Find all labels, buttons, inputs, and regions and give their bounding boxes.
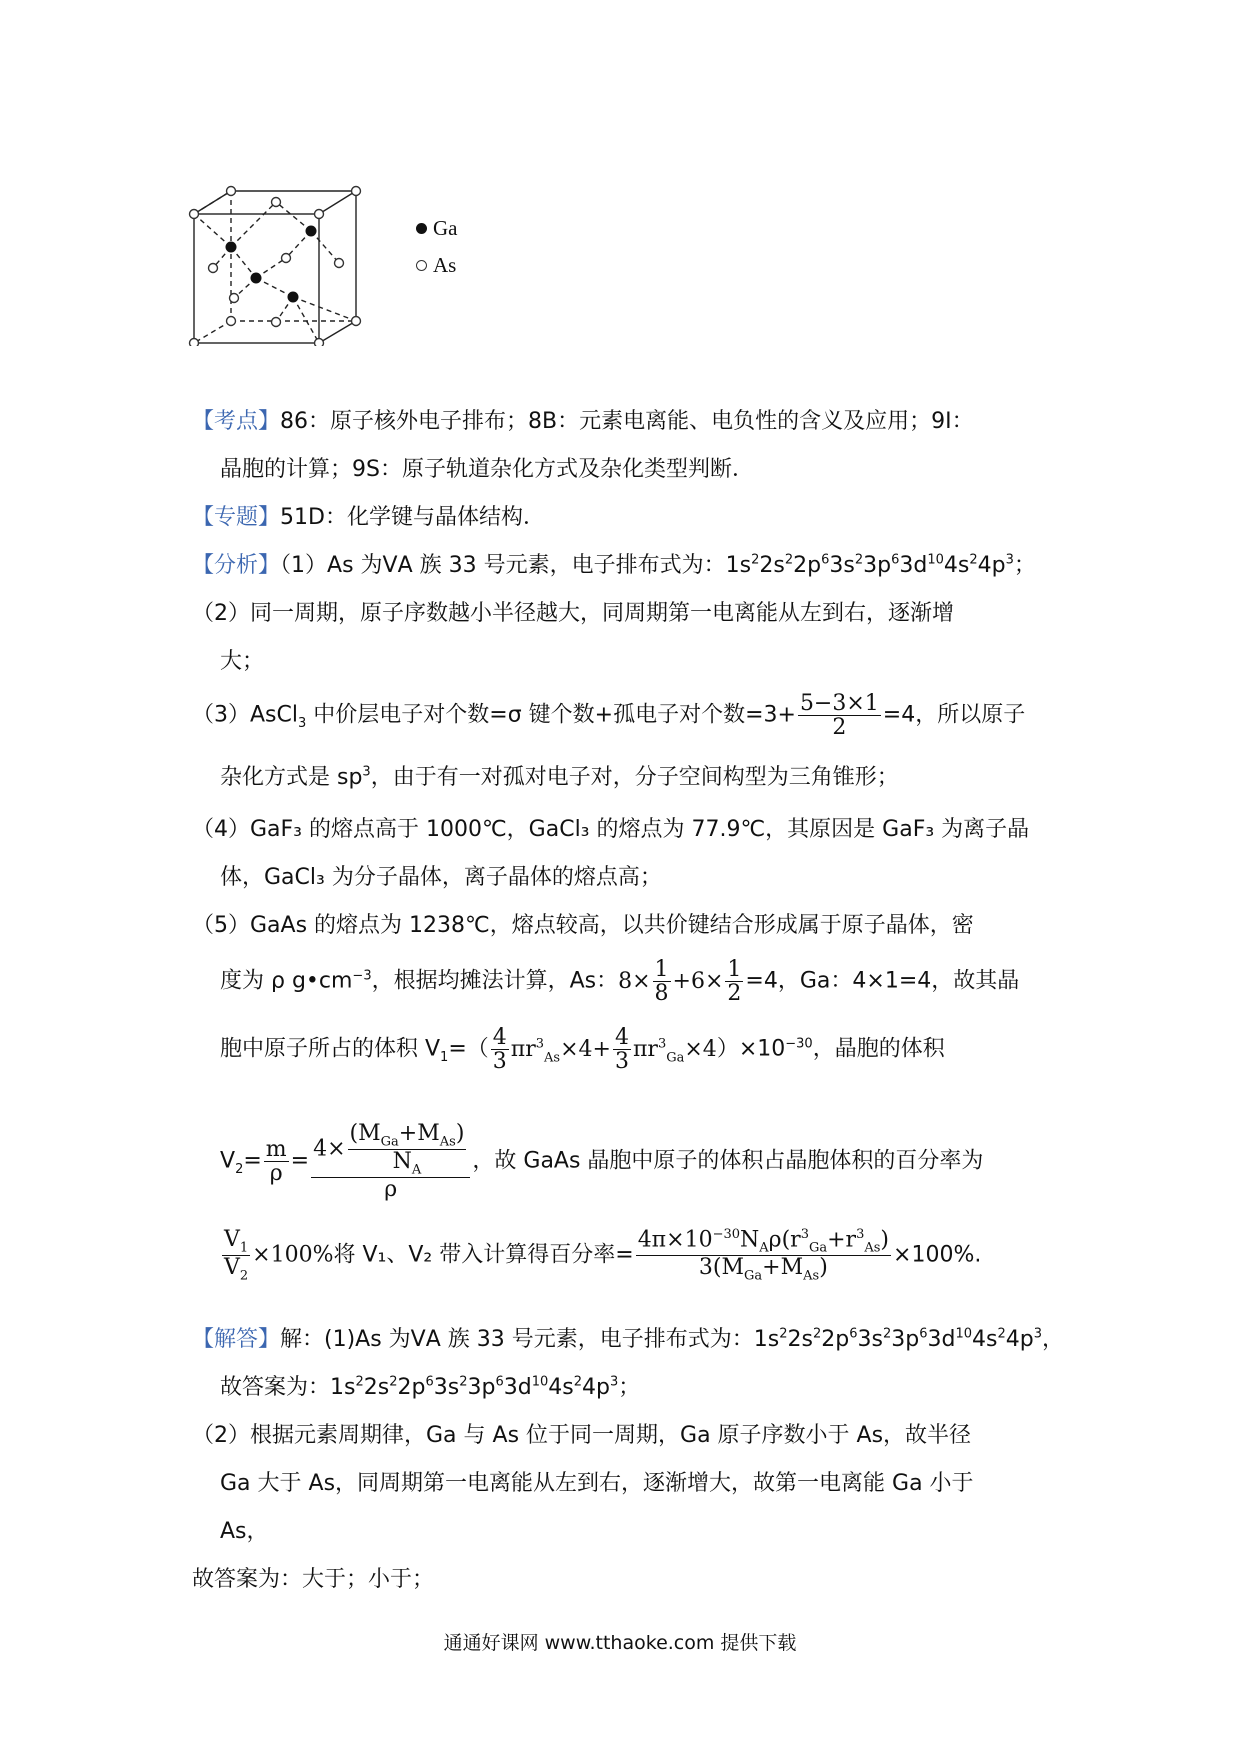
fenxi-p4-line1: （4）GaF₃ 的熔点高于 1000℃，GaCl₃ 的熔点为 77.9℃，其原因是 GaF₃ 为离子晶 xyxy=(192,817,1030,842)
legend-ga: Ga xyxy=(416,210,458,247)
filled-dot-icon xyxy=(416,223,427,234)
zhuanti-line: 【专题】51D：化学键与晶体结构． xyxy=(192,505,545,530)
jieda-line1: 【解答】解：(1)As 为ⅤA 族 33 号元素，电子排布式为：$1s^22s^22p^63s^23p^63d^{10}4s^24p^3$， xyxy=(192,1326,1065,1352)
v2-m-over-rho: $\frac{m}{\rho}$ xyxy=(265,1136,287,1187)
jieda-p2-line3: As， xyxy=(220,1519,269,1544)
page-footer: 通通好课网 www.tthaoke.com 提供下载 xyxy=(443,1632,797,1654)
gaas-unit-cell-diagram xyxy=(186,156,446,346)
kaodian-line1: 【考点】86：原子核外电子排布；8B：元素电离能、电负性的含义及应用；9I： xyxy=(192,409,974,434)
legend-as: As xyxy=(416,247,458,284)
fenxi-p3-line2: 杂化方式是 $sp^3$，由于有一对孤对电子对，分子空间构型为三角锥形； xyxy=(220,764,899,790)
electron-configuration: $1s^22s^22p^63s^23p^63d^{10}4s^24p^3$， xyxy=(753,1326,1065,1352)
electron-configuration-answer: $1s^22s^22p^63s^23p^63d^{10}4s^24p^3$； xyxy=(330,1374,641,1400)
as-count-expression: 8× $\frac{1}{8}$ +6× $\frac{1}{2}$ xyxy=(618,957,742,1007)
percentage-expression: $\frac{4\pi\times 10^{-30}N_A\rho(r^3_{Ga}+r^3_{As})}{3(M_{Ga}+M_{As})}$ xyxy=(637,1227,890,1284)
fenxi-p3-line1: （3）AsCl$_3$ 中价层电子对个数=σ 键个数+孤电子对个数=3+ $\frac{5-3\times 1}{2}$ =4，所以原子 xyxy=(192,691,1026,741)
fenxi-p4-line2: 体，GaCl₃ 为分子晶体，离子晶体的熔点高； xyxy=(220,865,662,890)
v1-over-v2: $\frac{V_1}{V_2}$ xyxy=(224,1227,249,1284)
electron-configuration: $1s^22s^22p^63s^23p^63d^{10}4s^24p^3$； xyxy=(725,552,1036,578)
fenxi-p5-line5: $\frac{V_1}{V_2}$ ×100%将 V₁、V₂ 带入计算得百分率= $\frac{4\pi\times 10^{-30}N_A\rho(r^3_{Ga}+r^3_{As})}{3(M_{Ga}+M_{As})}$ ×100%. xyxy=(224,1227,982,1284)
jieda-p2-line1: （2）根据元素周期律，Ga 与 As 位于同一周期，Ga 原子序数小于 As，故半径 xyxy=(192,1423,972,1448)
jieda-line2: 故答案为：$1s^22s^22p^63s^23p^63d^{10}4s^24p^3$； xyxy=(220,1374,641,1400)
lone-pair-fraction: $\frac{5-3\times 1}{2}$ xyxy=(799,691,879,741)
fenxi-p2-line2: 大； xyxy=(220,649,265,674)
open-dot-icon xyxy=(416,260,427,271)
v2-expression: 4× $\frac{(M_{Ga}+M_{As})}{N_A}$ ρ xyxy=(311,1122,470,1201)
fenxi-p5-line2: 度为 ρ $g•cm^{-3}$，根据均摊法计算，As：8× $\frac{1}{8}$ +6× $\frac{1}{2}$ =4，Ga：4×1=4，故其晶 xyxy=(220,957,1020,1007)
fenxi-p5-line1: （5）GaAs 的熔点为 1238℃，熔点较高，以共价键结合形成属于原子晶体，密 xyxy=(192,913,974,938)
figure-legend xyxy=(416,210,458,284)
fenxi-line1: 【分析】（1）As 为ⅤA 族 33 号元素，电子排布式为：$1s^22s^22p^63s^23p^63d^{10}4s^24p^3$； xyxy=(192,552,1036,578)
fenxi-p5-line4: $V_2=$ $\frac{m}{\rho}$ = 4× $\frac{(M_{Ga}+M_{As})}{N_A}$ ρ ，故 GaAs 晶胞中原子的体积占晶胞体积的百分率为 xyxy=(220,1121,984,1203)
kaodian-line2: 晶胞的计算；9S：原子轨道杂化方式及杂化类型判断． xyxy=(220,457,754,482)
fenxi-p2-line1: （2）同一周期，原子序数越小半径越大，同周期第一电离能从左到右，逐渐增 xyxy=(192,601,954,626)
crystal-cell-figure xyxy=(186,156,446,346)
jieda-p2-line4: 故答案为：大于；小于； xyxy=(192,1567,435,1592)
v1-expression: $\frac{4}{3}$ $\pi r^3_{As}\times 4+$ $\frac{4}{3}$ $\pi r^3_{Ga}\times 4$ xyxy=(492,1025,717,1075)
fenxi-p5-line3: 胞中原子所占的体积 $V_1=$（ $\frac{4}{3}$ $\pi r^3_{As}\times 4+$ $\frac{4}{3}$ $\pi r^3_{Ga}\times 4)\times 10^{-30}$，晶胞的体积 xyxy=(220,1025,945,1075)
jieda-p2-line2: Ga 大于 As，同周期第一电离能从左到右，逐渐增大，故第一电离能 Ga 小于 xyxy=(220,1471,974,1496)
